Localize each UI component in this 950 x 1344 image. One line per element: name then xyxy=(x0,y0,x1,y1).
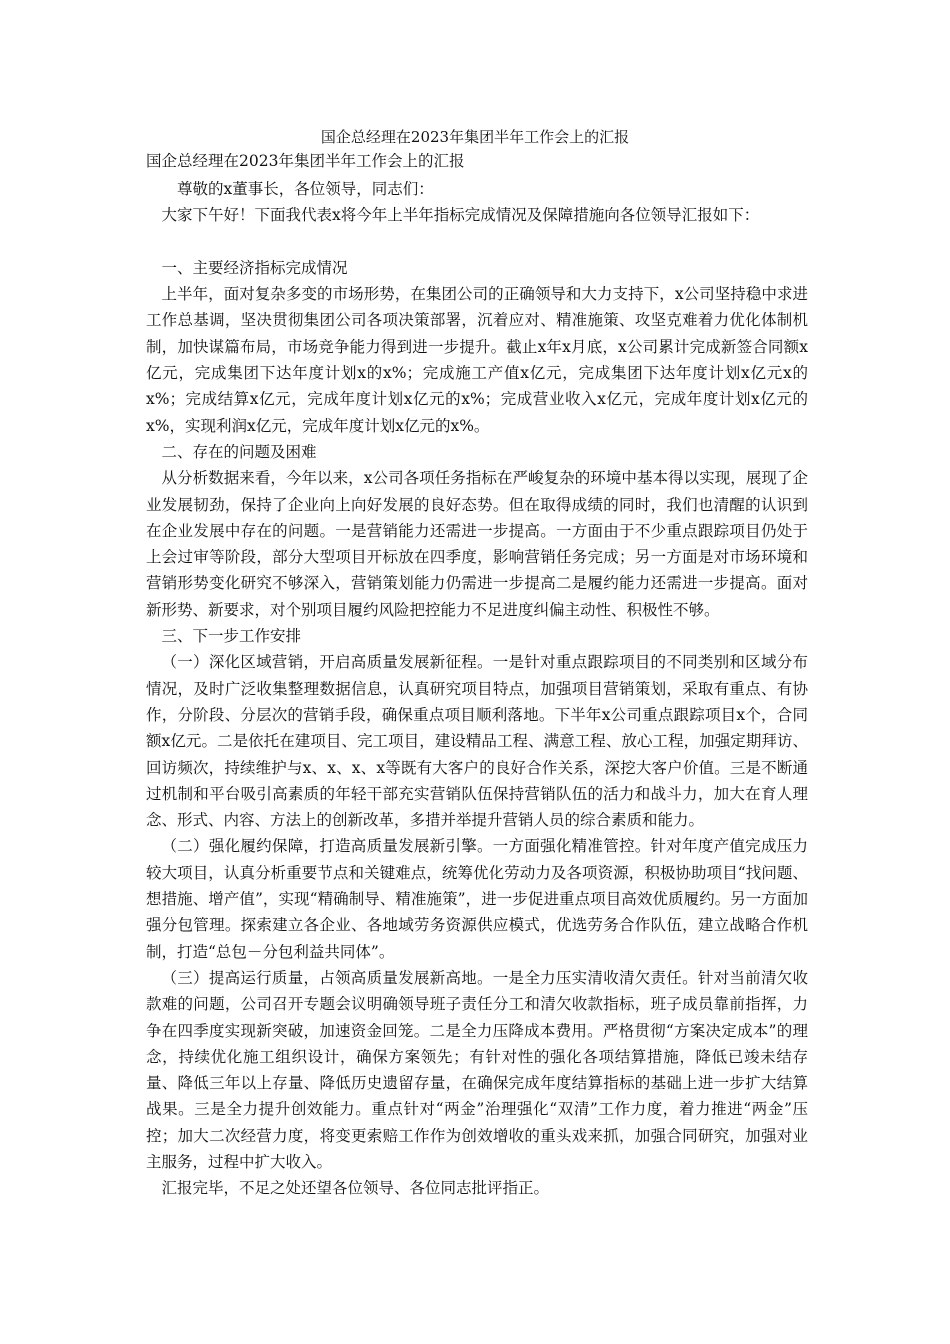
closing-line: 汇报完毕，不足之处还望各位领导、各位同志批评指正。 xyxy=(161,1179,550,1198)
section-heading: 二、存在的问题及困难 xyxy=(161,442,317,461)
section-paragraph: （二）强化履约保障，打造高质量发展新引擎。一方面强化精准管控。针对年度产值完成压力较大项目，认真分析重要节点和关键难点，统筹优化劳动力及各项资源，积极协助项目“找问题、想措施、增产值”，实现“精确制导、精准施策”，进一步促进重点项目高效优质履约。另一方面加强分包管理。探索建立各企业、各地域劳务资源供应模式，优选劳务合作队伍，建立战略合作机制，打造“总包－分包利益共同体”。 xyxy=(146,837,808,961)
document-title: 国企总经理在2023年集团半年工作会上的汇报 xyxy=(320,128,630,146)
blank-line xyxy=(146,229,808,255)
document-body xyxy=(146,176,808,1202)
document-subtitle: 国企总经理在2023年集团半年工作会上的汇报 xyxy=(146,152,465,170)
section-heading: 一、主要经济指标完成情况 xyxy=(161,258,348,277)
greeting: 大家下午好！下面我代表x将今年上半年指标完成情况及保障措施向各位领导汇报如下： xyxy=(161,206,760,225)
section-heading: 三、下一步工作安排 xyxy=(161,627,302,646)
section-paragraph: （三）提高运行质量，占领高质量发展新高地。一是全力压实清收清欠责任。针对当前清欠收款难的问题，公司召开专题会议明确领导班子责任分工和清欠收款指标，班子成员靠前指挥，力争在四季度实现新突破，加速资金回笼。二是全力压降成本费用。严格贯彻“方案决定成本”的理念，持续优化施工组织设计，确保方案领先；有针对性的强化各项结算措施，降低已竣未结存量、降低三年以上存量、降低历史遗留存量，在确保完成年度结算指标的基础上进一步扩大结算战果。三是全力提升创效能力。重点针对“两金”治理强化“双清”工作力度，着力推进“两金”压控；加大二次经营力度，将变更索赔工作作为创效增收的重头戏来抓，加强合同研究，加强对业主服务，过程中扩大收入。 xyxy=(146,968,808,1171)
section-paragraph: 上半年，面对复杂多变的市场形势，在集团公司的正确领导和大力支持下，x公司坚持稳中求进工作总基调，坚决贯彻集团公司各项决策部署，沉着应对、精准施策、攻坚克难着力优化体制机制，加快谋篇布局，市场竞争能力得到进一步提升。截止x年x月底，x公司累计完成新签合同额x亿元，完成集团下达年度计划x的x%；完成施工产值x亿元，完成集团下达年度计划x亿元x的x%；完成结算x亿元，完成年度计划x亿元的x%；完成营业收入x亿元，完成年度计划x亿元的x%，实现利润x亿元，完成年度计划x亿元的x%。 xyxy=(146,285,808,435)
section-paragraph: 从分析数据来看，今年以来，x公司各项任务指标在严峻复杂的环境中基本得以实现，展现了企业发展韧劲，保持了企业向上向好发展的良好态势。但在取得成绩的同时，我们也清醒的认识到在企业发展中存在的问题。一是营销能力还需进一步提高。一方面由于不少重点跟踪项目仍处于上会过审等阶段，部分大型项目开标放在四季度，影响营销任务完成；另一方面是对市场环境和营销形势变化研究不够深入，营销策划能力仍需进一步提高二是履约能力还需进一步提高。面对新形势、新要求，对个别项目履约风险把控能力不足进度纠偏主动性、积极性不够。 xyxy=(146,469,808,619)
section-paragraph: （一）深化区域营销，开启高质量发展新征程。一是针对重点跟踪项目的不同类别和区域分布情况，及时广泛收集整理数据信息，认真研究项目特点，加强项目营销策划，采取有重点、有协作，分阶段、分层次的营销手段，确保重点项目顺利落地。下半年x公司重点跟踪项目x个，合同额x亿元。二是依托在建项目、完工项目，建设精品工程、满意工程、放心工程，加强定期拜访、回访频次，持续维护与x、x、x、x等既有大客户的良好合作关系，深挖大客户价值。三是不断通过机制和平台吸引高素质的年轻干部充实营销队伍保持营销队伍的活力和战斗力，加大在育人理念、形式、内容、方法上的创新改革，多措并举提升营销人员的综合素质和能力。 xyxy=(146,653,808,830)
salutation: 尊敬的x董事长，各位领导，同志们： xyxy=(177,180,434,198)
